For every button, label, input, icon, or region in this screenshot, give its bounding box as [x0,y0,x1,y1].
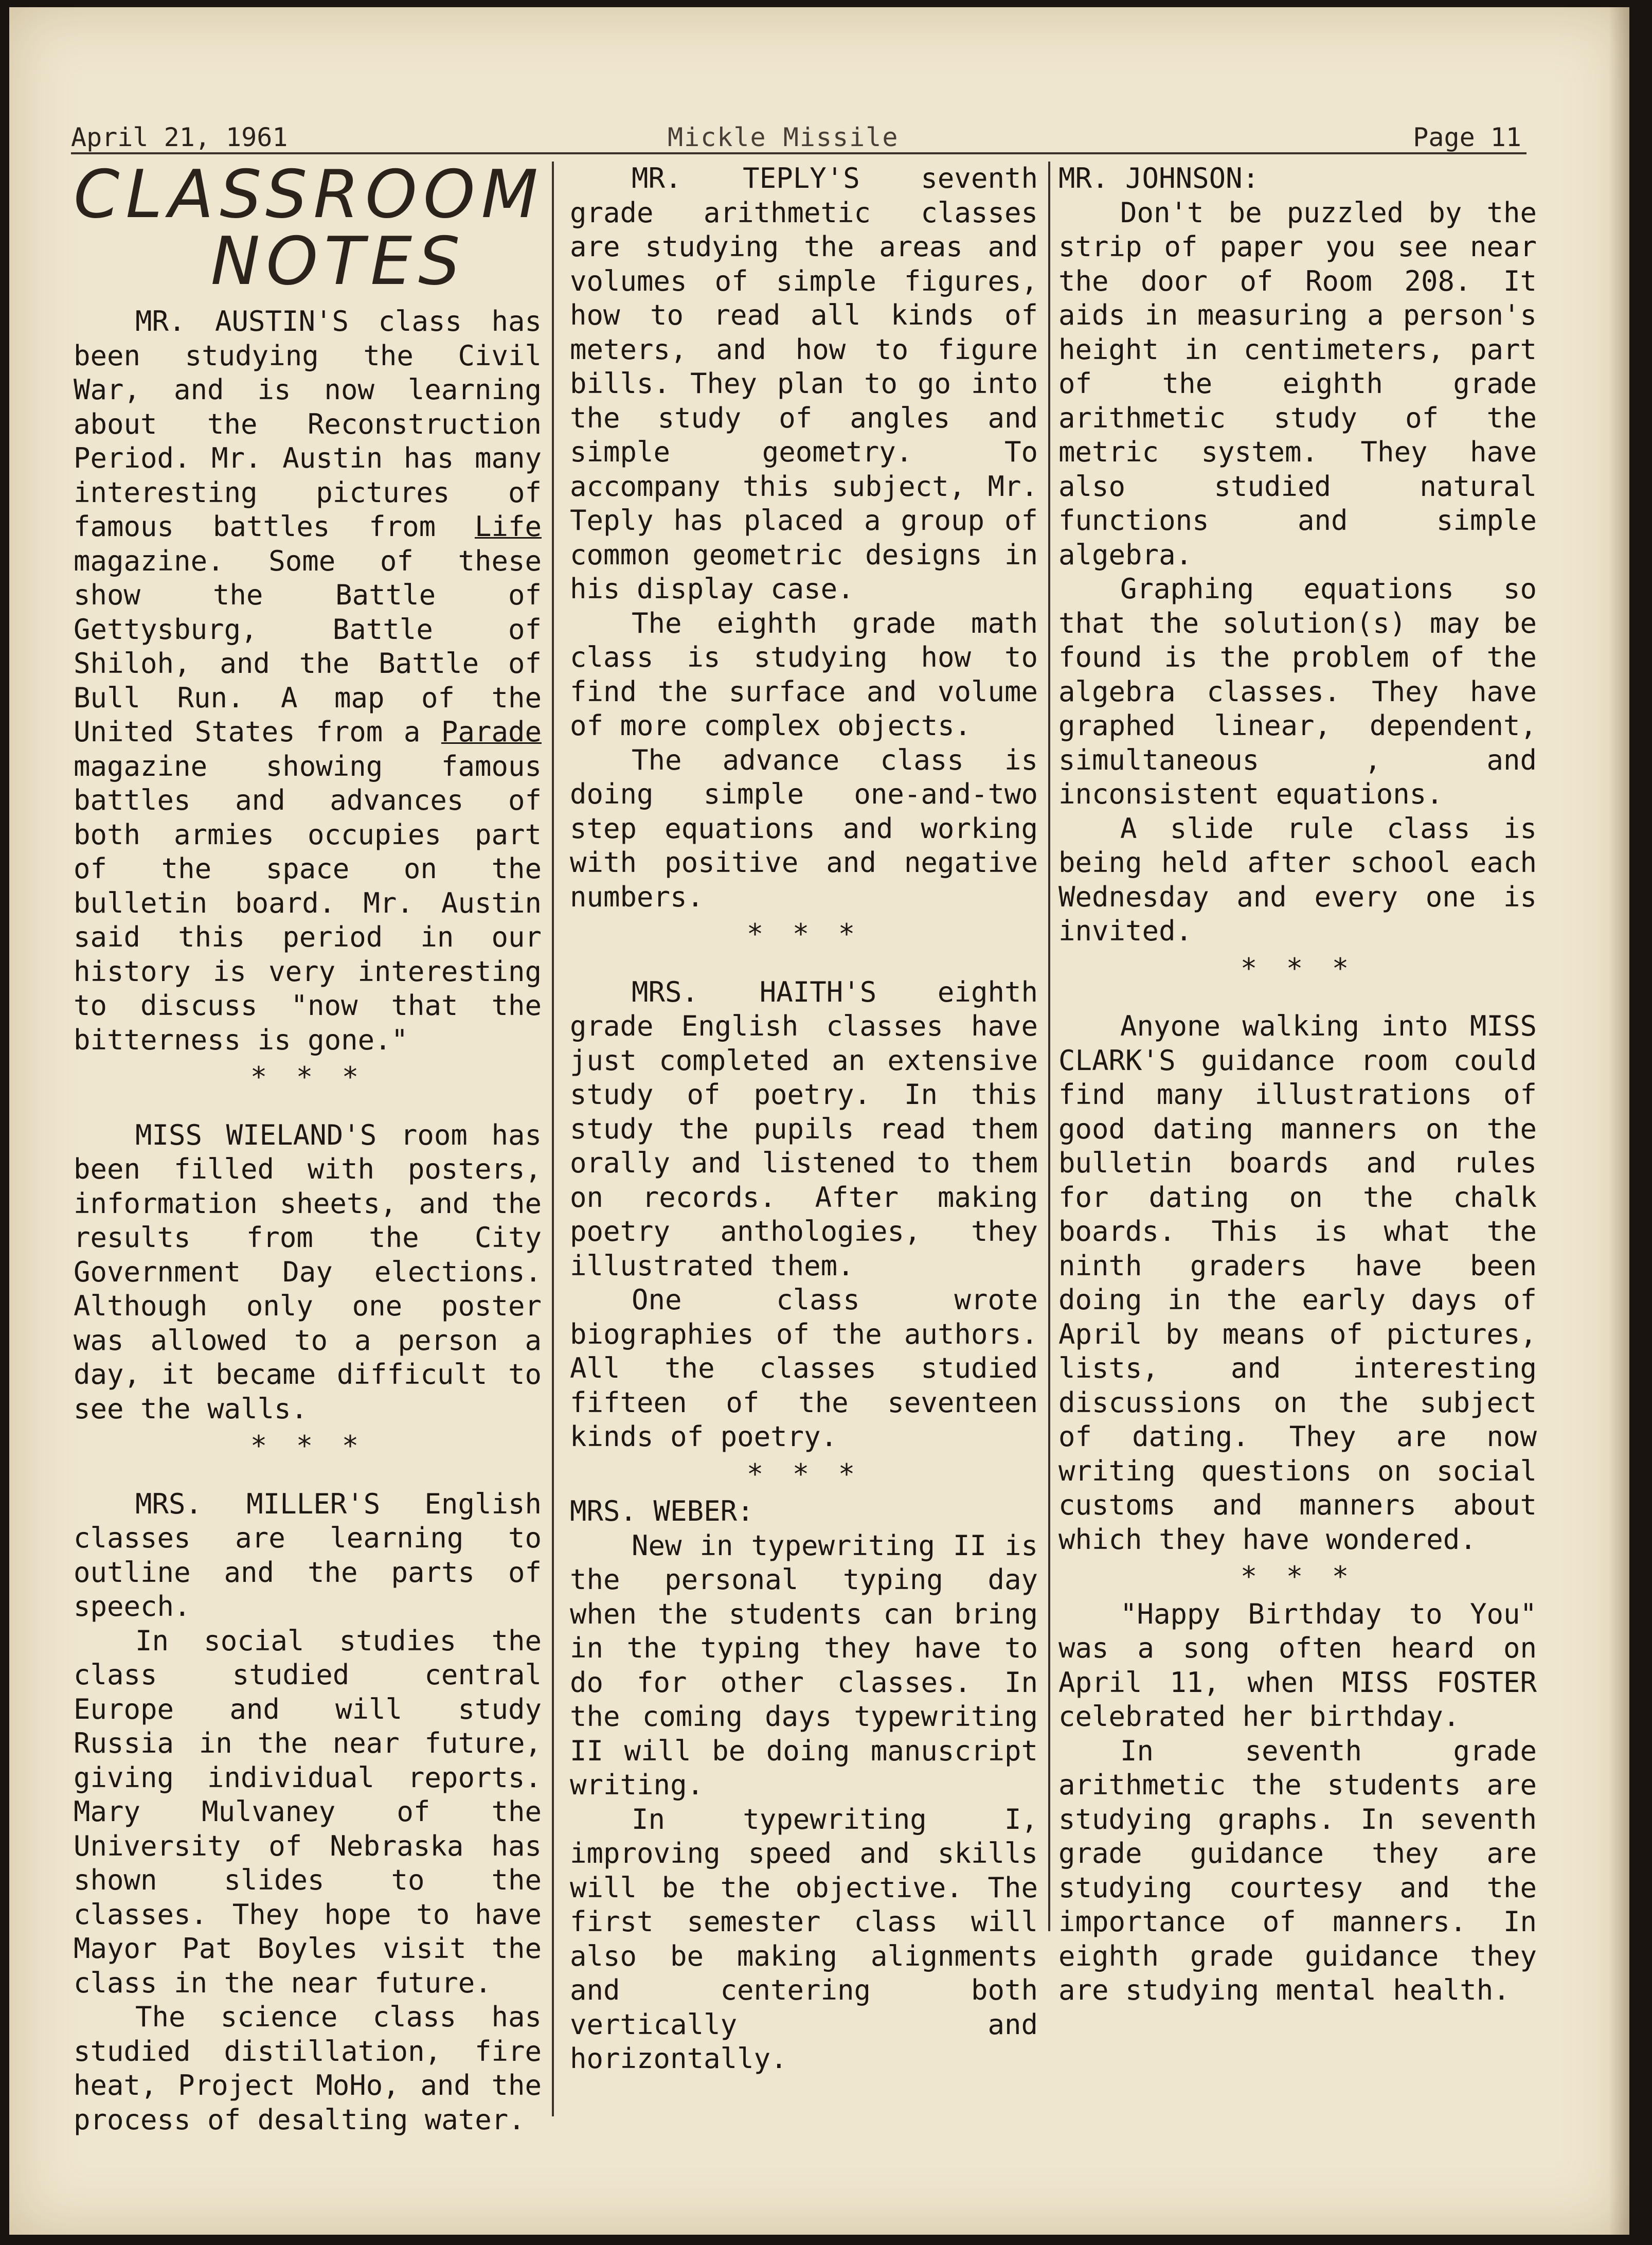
haith-biographies: One class wrote biographies of the authors. All the classes studied fifteen of the seventeen kinds of poetry. [570,1284,1038,1453]
section-title-line-1: CLASSROOM [74,156,545,233]
separator-stars: * * * [1240,1560,1355,1593]
header-rule [71,152,1527,154]
section-title-line-2: NOTES [210,223,466,300]
miller-article: MRS. MILLER'S English classes are learning to outline and the parts of speech. [74,1487,542,1623]
separator-stars: * * * [746,918,861,950]
page-header [71,115,1521,156]
life-magazine: Life [474,510,542,543]
page-number: Page 11 [1413,122,1521,152]
teply-advance-class: The advance class is doing simple one-and-two step equations and working with positive and negative numbers. [570,743,1038,913]
weber-heading: MRS. WEBER: [570,1495,754,1527]
johnson-heading: MR. JOHNSON: [1058,162,1260,194]
column-divider-right [1048,162,1050,1931]
wieland-article: MISS WIELAND'S room has been filled with posters, information sheets, and the results from the City Government Day elections. Although only one poster was allowed to a person a day, it became difficult to see the walls. [74,1118,542,1425]
newspaper-page [9,7,1629,2235]
austin-text-tail: magazine showing famous battles and advances of both armies occupies part of the space on the bulletin board. Mr. Austin said this period in our history is very interesting to discuss "now that the bitterness is gone." [74,750,542,1056]
publication-name: Mickle Missile [668,122,899,152]
separator-stars: * * * [250,1061,365,1093]
haith-article: MRS. HAITH'S eighth grade English classes have just completed an extensive study of poetry. In this study the pupils read them orally and listened to them on records. After making poetry anthologies, they illustrated them. [570,975,1038,1282]
separator-stars: * * * [250,1430,365,1462]
weber-typewriting-1: In typewriting I, improving speed and skills will be the objective. The first semester class will also be making alignments and centering both vertically and horizontally. [570,1803,1038,2075]
johnson-article: Don't be puzzled by the strip of paper you see near the door of Room 208. It aids in measuring a person's height in centimeters, part of the eighth grade arithmetic study of the metric system. They have also studied natural functions and simple algebra. [1058,196,1537,571]
column-2 [570,162,1038,2076]
johnson-graphing: Graphing equations so that the solution(s) may be found is the problem of the algebra classes. They have graphed linear, dependent, simultaneous , and inconsistent equations. [1058,573,1537,810]
miller-social-studies: In social studies the class studied central Europe and will study Russia in the near future, giving individual reports. Mary Mulvaney of the University of Nebraska has shown slides to the classes. They hope to have Mayor Pat Boyles visit the class in the near future. [74,1624,542,1999]
issue-date: April 21, 1961 [71,122,288,152]
foster-arithmetic: In seventh grade arithmetic the students are studying graphs. In seventh grade guidance they are studying courtesy and the importance of manners. In eighth grade guidance they are studying mental health. [1058,1734,1537,2006]
separator-stars: * * * [1240,952,1355,985]
column-divider-left [552,162,554,2116]
weber-typewriting-2: New in typewriting II is the personal typing day when the students can bring in the typing they have to do for other classes. In the coming days typewriting II will be doing manuscript writing. [570,1529,1038,1801]
foster-article: "Happy Birthday to You" was a song often heard on April 11, when MISS FOSTER celebrated her birthday. [1058,1597,1537,1733]
johnson-slide-rule: A slide rule class is being held after school each Wednesday and every one is invited. [1058,812,1537,947]
column-3 [1058,162,1537,2008]
teply-article: MR. TEPLY'S seventh grade arithmetic classes are studying the areas and volumes of simple figures, how to read all kinds of meters, and how to figure bills. They plan to go into the study of angles and simple geometry. To accompany this subject, Mr. Teply has placed a group of common geometric designs in his display case. [570,162,1038,605]
page-edge-shadow [1609,7,1629,2235]
section-title [74,156,545,300]
parade-magazine: Parade [441,716,542,748]
column-1 [74,156,545,2137]
teply-eighth-grade: The eighth grade math class is studying how to find the surface and volume of more complex objects. [570,607,1038,742]
austin-article [74,305,542,1057]
separator-stars: * * * [746,1457,861,1490]
austin-text-mid: magazine. Some of these show the Battle of Gettysburg, Battle of Shiloh, and the Battle of Bull Run. A map of the United States from a [74,544,542,748]
austin-text-lead: MR. AUSTIN'S class has been studying the Civil War, and is now learning about the Reconstruction Period. Mr. Austin has many interesting pictures of famous battles from [74,305,542,543]
clark-article: Anyone walking into MISS CLARK'S guidance room could find many illustrations of good dating manners on the bulletin boards and rules for dating on the chalk boards. This is what the ninth graders have been doing in the early days of April by means of pictures, lists, and interesting discussions on the subject of dating. They are now writing questions on social customs and manners about which they have wondered. [1058,1010,1537,1556]
miller-science: The science class has studied distillation, fire heat, Project MoHo, and the process of desalting water. [74,2001,542,2136]
